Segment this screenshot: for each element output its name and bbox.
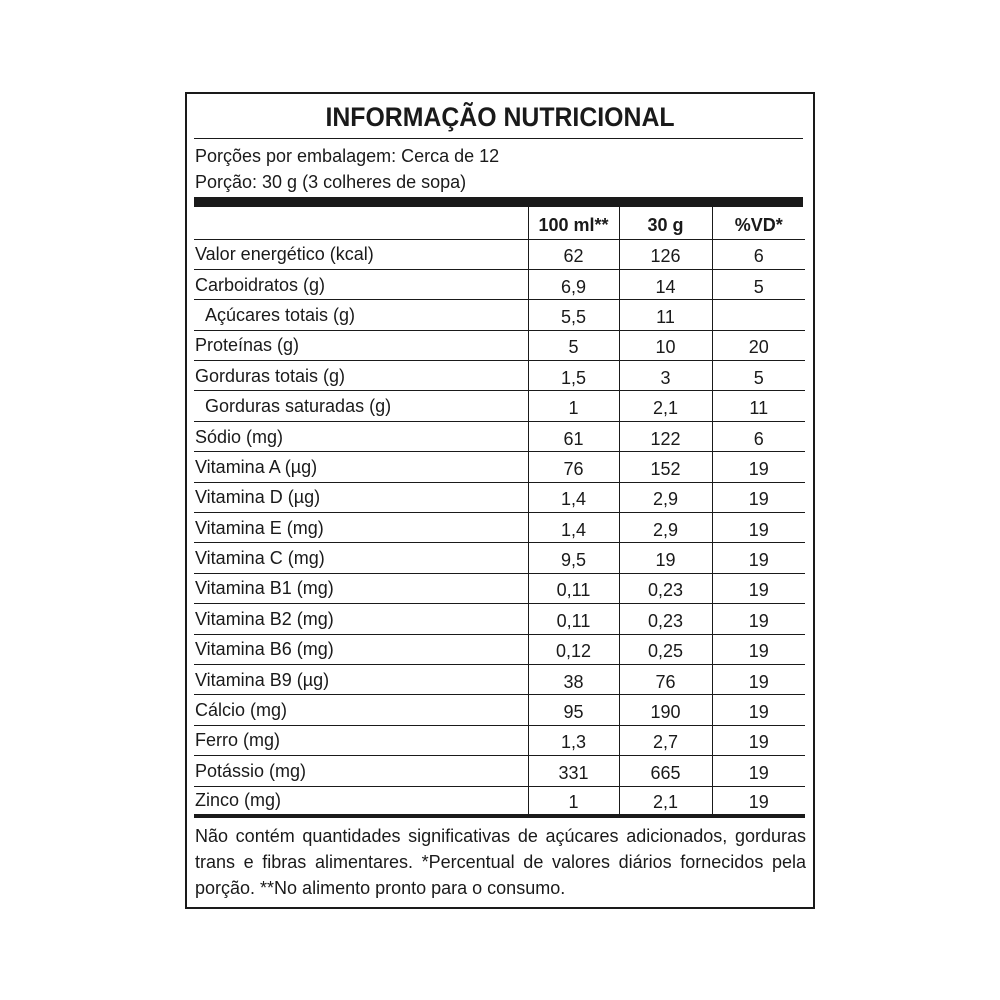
nutrient-name: Vitamina B1 (mg): [194, 573, 528, 603]
nutrient-name: Vitamina C (mg): [194, 543, 528, 573]
table-row: [194, 543, 805, 573]
value-daily-percent: 5: [712, 361, 805, 391]
value-per-100ml: 1: [528, 786, 619, 816]
value-per-100ml: 0,12: [528, 634, 619, 664]
nutrient-name: Vitamina D (µg): [194, 482, 528, 512]
nutrient-name: Ferro (mg): [194, 725, 528, 755]
nutrient-name: Vitamina A (µg): [194, 452, 528, 482]
value-daily-percent: 19: [712, 543, 805, 573]
nutrient-name: Zinco (mg): [194, 786, 528, 816]
value-daily-percent: [712, 300, 805, 330]
value-per-30g: 665: [619, 756, 712, 786]
header-nutrient: [194, 207, 528, 239]
value-per-100ml: 6,9: [528, 269, 619, 299]
table-row: [194, 604, 805, 634]
thick-divider-bar: [194, 197, 803, 207]
nutrient-name: Proteínas (g): [194, 330, 528, 360]
value-per-30g: 10: [619, 330, 712, 360]
value-per-100ml: 76: [528, 452, 619, 482]
value-per-100ml: 1,3: [528, 725, 619, 755]
value-per-30g: 2,9: [619, 513, 712, 543]
table-header-row: [194, 207, 805, 239]
nutrient-name: Vitamina E (mg): [194, 513, 528, 543]
nutrient-name: Gorduras saturadas (g): [194, 391, 528, 421]
nutrient-name: Cálcio (mg): [194, 695, 528, 725]
servings-per-package: Porções por embalagem: Cerca de 12: [195, 146, 500, 166]
nutrient-name: Vitamina B6 (mg): [194, 634, 528, 664]
value-per-30g: 0,23: [619, 604, 712, 634]
value-per-30g: 11: [619, 300, 712, 330]
table-row: [194, 452, 805, 482]
nutrient-name: Vitamina B9 (µg): [194, 664, 528, 694]
table-row: [194, 300, 805, 330]
value-per-30g: 2,9: [619, 482, 712, 512]
value-per-100ml: 95: [528, 695, 619, 725]
value-per-100ml: 38: [528, 664, 619, 694]
nutrition-title: INFORMAÇÃO NUTRICIONAL: [325, 102, 675, 132]
table-row: [194, 269, 805, 299]
value-per-100ml: 9,5: [528, 543, 619, 573]
table-row: [194, 725, 805, 755]
value-per-30g: 76: [619, 664, 712, 694]
table-row: [194, 513, 805, 543]
value-daily-percent: 19: [712, 634, 805, 664]
header-per-100ml: 100 ml**: [528, 207, 619, 239]
table-row: [194, 664, 805, 694]
nutrient-name: Valor energético (kcal): [194, 239, 528, 269]
nutrient-name: Açúcares totais (g): [194, 300, 528, 330]
value-per-30g: 2,7: [619, 725, 712, 755]
header-daily-value: %VD*: [712, 207, 805, 239]
nutrient-name: Vitamina B2 (mg): [194, 604, 528, 634]
value-per-100ml: 62: [528, 239, 619, 269]
value-daily-percent: 19: [712, 786, 805, 816]
value-daily-percent: 19: [712, 664, 805, 694]
table-row: [194, 634, 805, 664]
value-per-30g: 0,23: [619, 573, 712, 603]
value-daily-percent: 19: [712, 725, 805, 755]
value-daily-percent: 19: [712, 452, 805, 482]
value-daily-percent: 6: [712, 421, 805, 451]
value-daily-percent: 20: [712, 330, 805, 360]
nutrient-name: Gorduras totais (g): [194, 361, 528, 391]
value-daily-percent: 19: [712, 695, 805, 725]
nutrient-name: Potássio (mg): [194, 756, 528, 786]
value-per-100ml: 0,11: [528, 573, 619, 603]
header-per-30g: 30 g: [619, 207, 712, 239]
nutrition-table-body: [194, 239, 805, 816]
table-row: [194, 756, 805, 786]
table-row: [194, 695, 805, 725]
table-row: [194, 391, 805, 421]
title-divider: [194, 138, 803, 139]
table-row: [194, 786, 805, 816]
value-daily-percent: 19: [712, 604, 805, 634]
value-per-100ml: 1,4: [528, 482, 619, 512]
value-per-30g: 3: [619, 361, 712, 391]
value-per-100ml: 61: [528, 421, 619, 451]
value-daily-percent: 11: [712, 391, 805, 421]
nutrient-name: Carboidratos (g): [194, 269, 528, 299]
value-per-100ml: 5: [528, 330, 619, 360]
value-daily-percent: 19: [712, 513, 805, 543]
value-per-30g: 190: [619, 695, 712, 725]
value-per-30g: 122: [619, 421, 712, 451]
table-row: [194, 330, 805, 360]
value-per-100ml: 1: [528, 391, 619, 421]
table-row: [194, 482, 805, 512]
value-daily-percent: 5: [712, 269, 805, 299]
value-daily-percent: 19: [712, 482, 805, 512]
nutrition-table: [194, 207, 805, 818]
table-row: [194, 239, 805, 269]
table-row: [194, 361, 805, 391]
table-row: [194, 573, 805, 603]
value-per-30g: 2,1: [619, 391, 712, 421]
value-per-30g: 126: [619, 239, 712, 269]
nutrient-name: Sódio (mg): [194, 421, 528, 451]
value-per-100ml: 1,5: [528, 361, 619, 391]
value-per-30g: 2,1: [619, 786, 712, 816]
value-per-30g: 19: [619, 543, 712, 573]
serving-size: Porção: 30 g (3 colheres de sopa): [195, 172, 467, 192]
value-per-100ml: 5,5: [528, 300, 619, 330]
value-per-30g: 152: [619, 452, 712, 482]
value-per-100ml: 331: [528, 756, 619, 786]
value-daily-percent: 19: [712, 756, 805, 786]
value-per-30g: 0,25: [619, 634, 712, 664]
footnote: Não contém quantidades significativas de açúcares adicionados, gorduras trans e fibras alimentares. *Percentual de valores diários fornecidos pela porção. **No alimento pronto para o consumo.: [195, 826, 806, 898]
value-daily-percent: 6: [712, 239, 805, 269]
nutrition-facts-panel: [185, 92, 815, 909]
value-per-30g: 14: [619, 269, 712, 299]
value-per-100ml: 0,11: [528, 604, 619, 634]
value-per-100ml: 1,4: [528, 513, 619, 543]
table-row: [194, 421, 805, 451]
value-daily-percent: 19: [712, 573, 805, 603]
